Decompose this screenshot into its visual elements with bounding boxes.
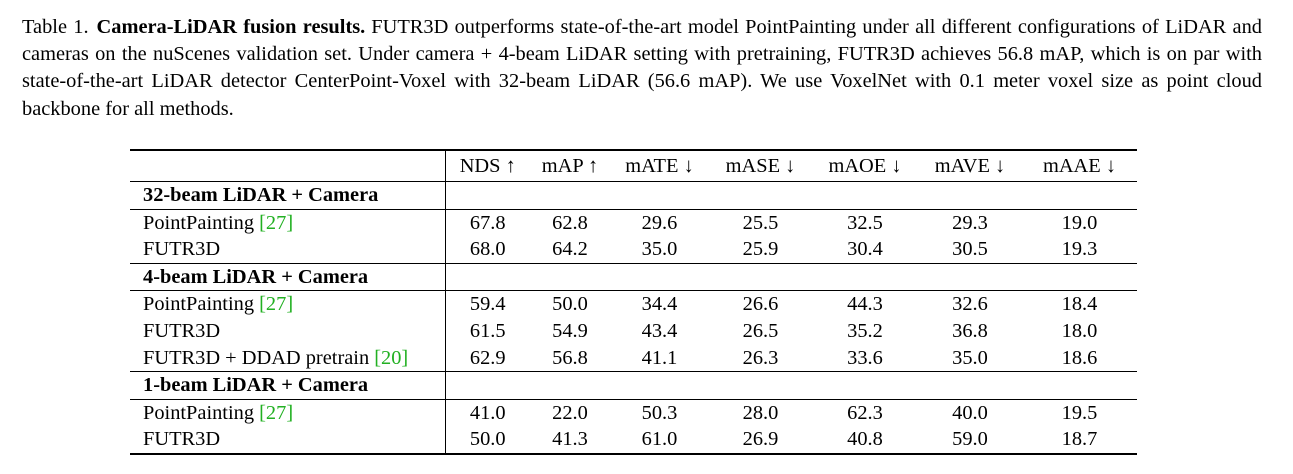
value-cell: 28.0 [709,399,812,426]
citation-link[interactable]: [20] [374,346,409,369]
method-cell: PointPainting [27] [130,399,445,426]
method-cell: FUTR3D [130,236,445,263]
group-title: 4-beam LiDAR + Camera [130,263,445,291]
value-cell: 25.5 [709,209,812,236]
value-cell: 35.0 [952,346,988,369]
value-cell: 18.0 [1061,319,1098,342]
value-cell: 50.0 [445,426,530,454]
value-cell: 19.5 [1022,399,1137,426]
value-cell: 59.4 [445,291,530,318]
value-cell: 32.6 [918,291,1022,318]
value-cell: 41.0 [445,399,530,426]
value-cell: 61.5 [469,319,506,342]
value-cell: 41.3 [530,426,610,454]
value-cell: 29.6 [610,209,709,236]
value-cell: 54.9 [552,319,588,342]
table-row [130,345,1137,372]
value-cell: 43.4 [641,319,678,342]
header-mate: mATE ↓ [610,150,709,182]
value-cell: 18.4 [1022,291,1137,318]
group-row-4-beam [130,263,1137,291]
value-cell: 33.6 [847,346,883,369]
value-cell: 50.3 [610,399,709,426]
value-cell: 35.2 [847,319,883,342]
value-cell: 62.3 [812,399,918,426]
header-mave: mAVE ↓ [918,150,1022,182]
value-cell: 19.3 [1061,238,1098,261]
value-cell: 25.9 [742,238,779,261]
value-cell: 64.2 [552,238,588,261]
header-maae: mAAE ↓ [1022,150,1137,182]
value-cell: 29.3 [918,209,1022,236]
value-cell: 26.5 [742,319,779,342]
citation-link[interactable]: [27] [259,401,294,424]
table-caption [22,14,1262,123]
method-cell: PointPainting [27] [130,209,445,236]
value-cell: 36.8 [952,319,988,342]
value-cell: 26.9 [709,426,812,454]
value-cell: 40.8 [812,426,918,454]
value-cell: 41.1 [641,346,678,369]
value-cell: 67.8 [445,209,530,236]
header-method [130,150,445,182]
group-title: 32-beam LiDAR + Camera [130,182,445,210]
citation-link[interactable]: [27] [259,293,294,316]
header-mase: mASE ↓ [709,150,812,182]
header-maoe: mAOE ↓ [812,150,918,182]
method-cell: FUTR3D [130,426,445,454]
value-cell: 22.0 [530,399,610,426]
value-cell: 68.0 [469,238,506,261]
method-cell: FUTR3D [130,318,445,345]
group-row-32-beam [130,182,1137,210]
method-cell: PointPainting [27] [130,291,445,318]
results-table [130,149,1137,455]
value-cell: 62.8 [530,209,610,236]
caption-text: FUTR3D outperforms state-of-the-art model PointPainting under all different configurations of LiDAR and cameras on the nuScenes validation set. Under camera + 4-beam LiDAR setting with pretraining, FUTR3D achieves 56.8 mAP, which is on par with state-of-the-art LiDAR detector CenterPoint-Voxel with 32-beam LiDAR (56.6 mAP). We use VoxelNet with 0.1 meter voxel size as point cloud backbone for all methods. [22,16,1262,120]
table-row [130,209,1137,236]
value-cell: 40.0 [918,399,1022,426]
value-cell: 62.9 [469,346,506,369]
value-cell: 32.5 [812,209,918,236]
value-cell: 30.4 [847,238,883,261]
value-cell: 35.0 [641,238,678,261]
method-cell: FUTR3D + DDAD pretrain [20] [130,345,445,372]
value-cell: 50.0 [530,291,610,318]
header-map: mAP ↑ [530,150,610,182]
value-cell: 18.7 [1022,426,1137,454]
value-cell: 26.6 [709,291,812,318]
table-row [130,236,1137,263]
value-cell: 56.8 [552,346,588,369]
value-cell: 59.0 [918,426,1022,454]
citation-link[interactable]: [27] [259,211,294,234]
value-cell: 18.6 [1061,346,1098,369]
value-cell: 44.3 [812,291,918,318]
value-cell: 34.4 [610,291,709,318]
table-row [130,399,1137,426]
value-cell: 30.5 [952,238,988,261]
caption-title: Camera-LiDAR fusion results. [96,16,366,38]
value-cell: 19.0 [1022,209,1137,236]
table-row [130,318,1137,345]
header-row [130,150,1137,182]
group-row-1-beam [130,372,1137,400]
group-title: 1-beam LiDAR + Camera [130,372,445,400]
value-cell: 61.0 [610,426,709,454]
header-nds: NDS ↑ [445,150,530,182]
value-cell: 26.3 [742,346,779,369]
caption-label: Table 1. [22,16,89,38]
table-row [130,426,1137,454]
table-row [130,291,1137,318]
